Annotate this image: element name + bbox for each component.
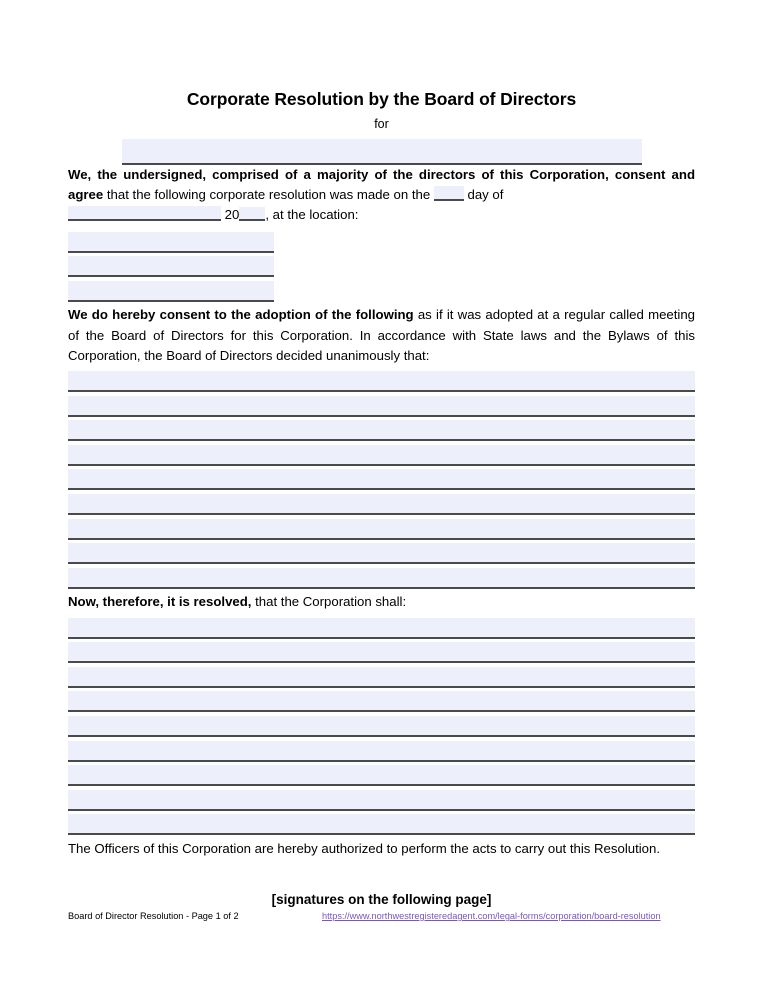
location-line[interactable]	[68, 232, 274, 253]
page-title: Corporate Resolution by the Board of Directors	[186, 89, 577, 109]
resolved-line[interactable]	[68, 642, 695, 663]
paragraph-adoption	[68, 305, 695, 366]
month-field[interactable]	[68, 206, 221, 221]
paragraph-consent-text-c: , at the location:	[265, 207, 359, 223]
resolved-line[interactable]	[68, 691, 695, 712]
signature-note: [signatures on the following page]	[271, 892, 492, 908]
document-content	[68, 0, 695, 907]
resolved-line[interactable]	[68, 765, 695, 786]
paragraph-adoption-bold-lead: We do hereby consent to the adoption of the following	[68, 307, 414, 323]
resolution-line[interactable]	[68, 396, 695, 417]
year-field[interactable]	[239, 207, 265, 221]
paragraph-adoption-text: as if it was adopted at a regular called meeting of the Board of Directors for this Corporation. In accordance with State laws and the Bylaws of this Corporation, the Board of Directors decided unanimously that:	[68, 307, 695, 363]
resolved-line[interactable]	[68, 618, 695, 639]
resolved-line[interactable]	[68, 667, 695, 688]
resolved-lines-group	[68, 618, 695, 836]
resolved-line[interactable]	[68, 790, 695, 811]
company-name-field[interactable]	[122, 139, 642, 165]
paragraph-consent-bold-lead: We, the undersigned, comprised of a majority of the directors of this Corporation, consent and agree	[68, 167, 695, 203]
paragraph-consent	[68, 165, 695, 226]
resolution-line[interactable]	[68, 371, 695, 392]
paragraph-resolved	[68, 592, 695, 612]
paragraph-resolved-bold-lead: Now, therefore, it is resolved,	[68, 594, 252, 610]
resolution-line[interactable]	[68, 519, 695, 540]
paragraph-consent-text-a: that the following corporate resolution was made on the	[103, 187, 434, 203]
resolved-line[interactable]	[68, 716, 695, 737]
paragraph-resolved-text: that the Corporation shall:	[251, 594, 407, 610]
resolution-line[interactable]	[68, 445, 695, 466]
resolution-line[interactable]	[68, 420, 695, 441]
resolution-line[interactable]	[68, 494, 695, 515]
resolved-line[interactable]	[68, 741, 695, 762]
footer-source-link[interactable]: https://www.northwestregisteredagent.com/legal-forms/corporation/board-resolution	[322, 911, 661, 921]
title-for-label: for	[374, 117, 389, 131]
footer-page-label: Board of Director Resolution - Page 1 of 2	[68, 911, 239, 921]
location-line[interactable]	[68, 256, 274, 277]
resolution-lines-group	[68, 371, 695, 589]
day-field[interactable]	[434, 186, 464, 201]
resolution-line[interactable]	[68, 543, 695, 564]
location-lines-group	[68, 232, 695, 302]
location-line[interactable]	[68, 281, 274, 302]
paragraph-officers: The Officers of this Corporation are hereby authorized to perform the acts to carry out this Resolution.	[68, 840, 661, 856]
resolution-line[interactable]	[68, 568, 695, 589]
paragraph-consent-text-b: day of	[463, 187, 504, 203]
resolved-line[interactable]	[68, 814, 695, 835]
resolution-line[interactable]	[68, 469, 695, 490]
paragraph-consent-year-prefix: 20	[221, 207, 240, 223]
